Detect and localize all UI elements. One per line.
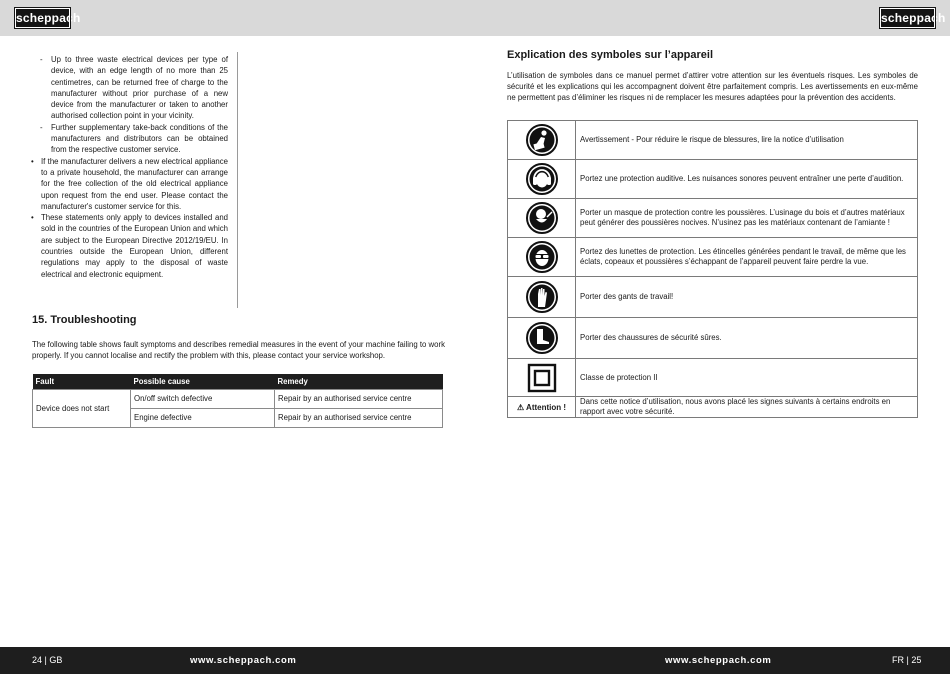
symbol-row bbox=[508, 359, 918, 397]
symbol-row bbox=[508, 318, 918, 359]
list-item-text: Further supplementary take-back conditions of the manufacturers and distributors can be obtained from the respective customer service. bbox=[51, 122, 228, 155]
list-bullet: • bbox=[31, 213, 34, 223]
remedy-cell: Repair by an authorised service centre bbox=[275, 408, 443, 427]
symbol-row bbox=[508, 238, 918, 277]
column-header-remedy: Remedy bbox=[275, 374, 443, 389]
table-header-row bbox=[33, 374, 443, 389]
list-item bbox=[30, 122, 228, 156]
fault-cell: Device does not start bbox=[33, 389, 131, 427]
list-item-text: If the manufacturer delivers a new electrical appliance to a private household, the manufacturer can arrange for the free collection of the old electrical appliance upon request from the end user. Please contact the manufacturer's customer service for this. bbox=[41, 156, 228, 211]
attention-label: ⚠ Attention ! bbox=[508, 397, 576, 418]
section-title: 15. Troubleshooting bbox=[32, 314, 137, 326]
dust-mask-icon bbox=[508, 202, 575, 234]
list-dash: - bbox=[40, 122, 43, 132]
list-item bbox=[30, 212, 228, 280]
symbol-row bbox=[508, 199, 918, 238]
column-header-cause: Possible cause bbox=[131, 374, 275, 389]
list-dash: - bbox=[40, 55, 43, 64]
symbol-row bbox=[508, 277, 918, 318]
list-item-text: Up to three waste electrical devices per type of device, with an edge length of no more than 25 centimetres, can be returned free of charge to the manufacturer without prior purchase of a new device from the manufacturer or taken to another authorised collection point in your vicinity. bbox=[51, 55, 228, 121]
symbol-icon-cell bbox=[508, 359, 576, 397]
symbol-text: Portez des lunettes de protection. Les étincelles générées pendant le travail, de même que les éclats, copeaux et poussières s’échappant de l’appareil peuvent faire perdre la vue. bbox=[576, 238, 918, 277]
disposal-list bbox=[30, 54, 228, 280]
symbol-icon-cell bbox=[508, 238, 576, 277]
list-item bbox=[30, 54, 228, 122]
symbol-row bbox=[508, 397, 918, 418]
table-row bbox=[33, 389, 443, 408]
symbol-text: Avertissement - Pour réduire le risque de blessures, lire la notice d’utilisation bbox=[576, 121, 918, 160]
website-link[interactable]: www.scheppach.com bbox=[665, 655, 772, 666]
attention-text: Dans cette notice d’utilisation, nous avons placé les signes suivants à certains endroits en rapport avec votre sécurité. bbox=[576, 397, 918, 418]
website-link[interactable]: www.scheppach.com bbox=[190, 655, 297, 666]
cause-cell: On/off switch defective bbox=[131, 389, 275, 408]
brand-logo: scheppach bbox=[15, 8, 70, 28]
safety-boots-icon bbox=[508, 322, 575, 354]
remedy-cell: Repair by an authorised service centre bbox=[275, 389, 443, 408]
list-item-text: These statements only apply to devices installed and sold in the countries of the European Union and which are subject to the European Directive 2012/19/EU. In countries outside the European Union, different regulations may apply to the disposal of waste electrical and electronic equipment. bbox=[41, 213, 228, 279]
symbol-row bbox=[508, 160, 918, 199]
right-page-number: FR | 25 bbox=[892, 655, 922, 665]
header-bar bbox=[0, 0, 950, 36]
column-header-fault: Fault bbox=[33, 374, 131, 389]
gloves-icon bbox=[508, 281, 575, 313]
read-manual-icon bbox=[508, 124, 575, 156]
symbol-icon-cell bbox=[508, 318, 576, 359]
footer-bar bbox=[0, 647, 950, 674]
section-intro: The following table shows fault symptoms and describes remedial measures in the event of your machine failing to work properly. If you cannot localise and rectify the problem with this, please contact your service workshop. bbox=[32, 340, 446, 361]
cause-cell: Engine defective bbox=[131, 408, 275, 427]
symbol-icon-cell bbox=[508, 199, 576, 238]
symbol-text: Porter des chaussures de sécurité sûres. bbox=[576, 318, 918, 359]
brand-logo: scheppach bbox=[880, 8, 935, 28]
list-bullet: • bbox=[31, 156, 34, 166]
symbols-title: Explication des symboles sur l’appareil bbox=[507, 49, 714, 61]
left-page-number: 24 | GB bbox=[32, 655, 63, 665]
symbol-icon-cell bbox=[508, 277, 576, 318]
symbol-text: Classe de protection II bbox=[576, 359, 918, 397]
symbol-text: Portez une protection auditive. Les nuisances sonores peuvent entraîner une perte d’audition. bbox=[576, 160, 918, 199]
symbol-row bbox=[508, 121, 918, 160]
troubleshooting-table bbox=[32, 374, 443, 428]
symbols-intro: L’utilisation de symboles dans ce manuel permet d’attirer votre attention sur les éventuels risques. Les symboles de sécurité et les explications qui les accompagnent doivent être parfaitement compris. Les avertissements en eux-même ne permettent pas d’éliminer les risques ni de remplacer les mesures adaptées pour la prévention des accidents. bbox=[507, 71, 918, 103]
symbols-table bbox=[507, 120, 918, 418]
list-item bbox=[30, 156, 228, 212]
safety-goggles-icon bbox=[508, 241, 575, 273]
symbol-icon-cell bbox=[508, 121, 576, 160]
symbol-icon-cell bbox=[508, 160, 576, 199]
ear-protection-icon bbox=[508, 163, 575, 195]
column-divider bbox=[237, 52, 238, 308]
symbol-text: Porter des gants de travail! bbox=[576, 277, 918, 318]
symbol-text: Porter un masque de protection contre les poussières. L’usinage du bois et d’autres matériaux peut générer des poussières nocives. N’usinez pas les matériaux contenant de l’amiante ! bbox=[576, 199, 918, 238]
protection-class-ii-icon bbox=[508, 363, 575, 393]
